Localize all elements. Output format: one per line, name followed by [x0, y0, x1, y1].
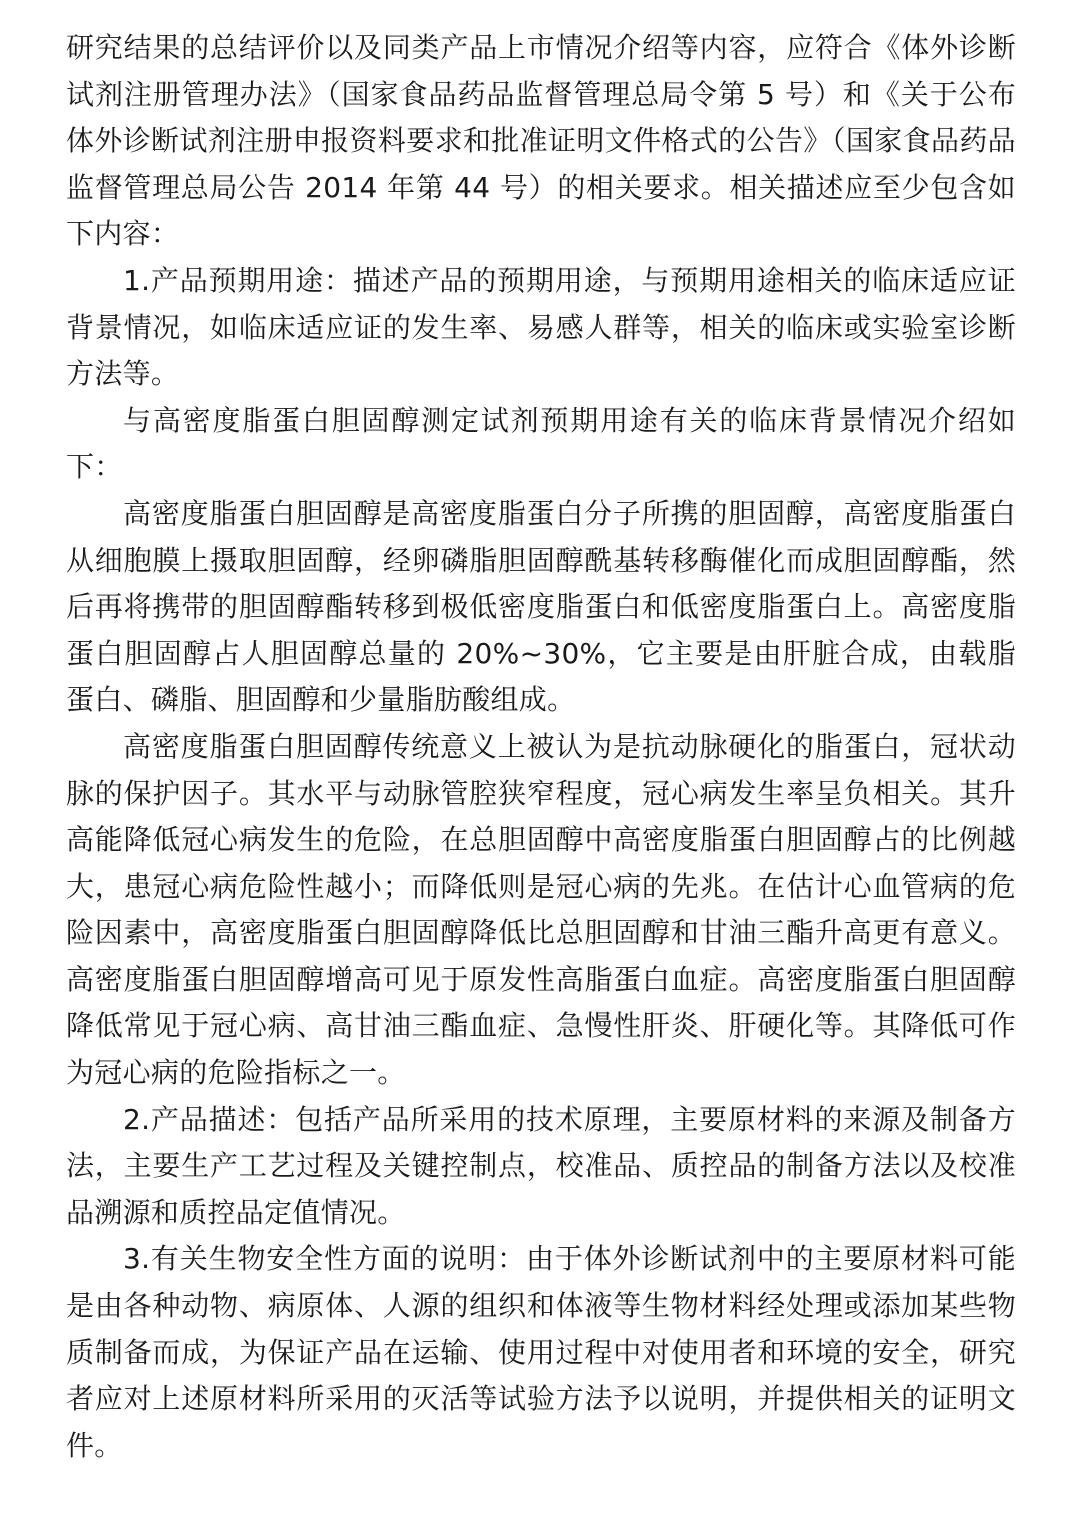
paragraph-intro-continuation: 研究结果的总结评价以及同类产品上市情况介绍等内容，应符合《体外诊断试剂注册管理办法》（国家食品药品监督管理总局令第 5 号）和《关于公布体外诊断试剂注册申报资料要求和批准证明文件格式的公告》（国家食品药品监督管理总局公告 2014 年第 44 号）的相关要求。相关描述应至少包含如下内容： — [66, 31, 1016, 251]
paragraph-item-2-product-description: 2.产品描述：包括产品所采用的技术原理，主要原材料的来源及制备方法，主要生产工艺过程及关键控制点，校准品、质控品的制备方法以及校准品溯源和质控品定值情况。 — [66, 1102, 1016, 1229]
paragraph-clinical-background-intro: 与高密度脂蛋白胆固醇测定试剂预期用途有关的临床背景情况介绍如下： — [66, 403, 1016, 484]
document-page — [66, 25, 1016, 1469]
paragraph-hdl-clinical-significance: 高密度脂蛋白胆固醇传统意义上被认为是抗动脉硬化的脂蛋白，冠状动脉的保护因子。其水平与动脉管腔狭窄程度，冠心病发生率呈负相关。其升高能降低冠心病发生的危险，在总胆固醇中高密度脂蛋白胆固醇占的比例越大，患冠心病危险性越小；而降低则是冠心病的先兆。在估计心血管病的危险因素中，高密度脂蛋白胆固醇降低比总胆固醇和甘油三酯升高更有意义。高密度脂蛋白胆固醇增高可见于原发性高脂蛋白血症。高密度脂蛋白胆固醇降低常见于冠心病、高甘油三酯血症、急慢性肝炎、肝硬化等。其降低可作为冠心病的危险指标之一。 — [66, 729, 1016, 1090]
paragraph-hdl-definition: 高密度脂蛋白胆固醇是高密度脂蛋白分子所携的胆固醇，高密度脂蛋白从细胞膜上摄取胆固醇，经卵磷脂胆固醇酰基转移酶催化而成胆固醇酯，然后再将携带的胆固醇酯转移到极低密度脂蛋白和低密度脂蛋白上。高密度脂蛋白胆固醇占人胆固醇总量的 20%~30%，它主要是由肝脏合成，由载脂蛋白、磷脂、胆固醇和少量脂肪酸组成。 — [66, 496, 1016, 717]
paragraph-item-3-biosafety: 3.有关生物安全性方面的说明：由于体外诊断试剂中的主要原材料可能是由各种动物、病原体、人源的组织和体液等生物材料经处理或添加某些物质制备而成，为保证产品在运输、使用过程中对使用者和环境的安全，研究者应对上述原材料所采用的灭活等试验方法予以说明，并提供相关的证明文件。 — [66, 1242, 1016, 1462]
paragraph-item-1-intended-use: 1.产品预期用途：描述产品的预期用途，与预期用途相关的临床适应证背景情况，如临床适应证的发生率、易感人群等，相关的临床或实验室诊断方法等。 — [66, 263, 1016, 391]
